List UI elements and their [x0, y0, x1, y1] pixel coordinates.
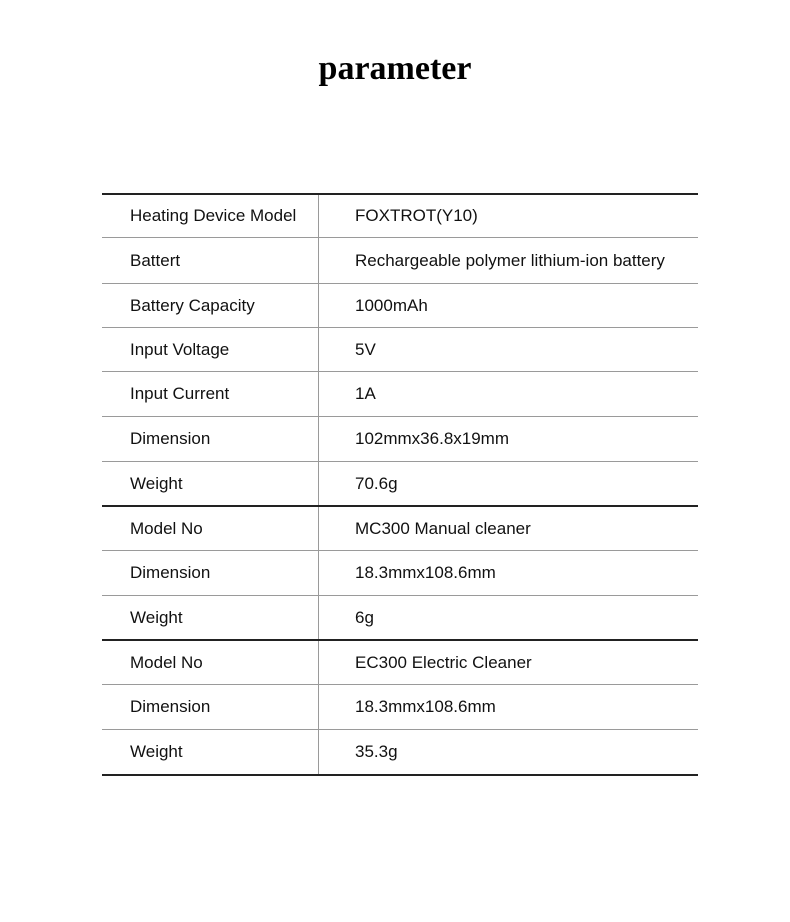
row-value: 18.3mmx108.6mm: [355, 697, 496, 716]
row-value: EC300 Electric Cleaner: [355, 652, 532, 672]
row-value: 35.3g: [355, 742, 398, 761]
table-row: [102, 238, 698, 284]
table-row: [102, 462, 698, 507]
row-value: 102mmx36.8x19mm: [355, 429, 510, 448]
row-label: Dimension: [102, 685, 319, 729]
row-label: Dimension: [102, 551, 319, 595]
table-row: [102, 551, 698, 596]
row-label: Weight: [102, 462, 319, 505]
spec-table: [102, 193, 698, 776]
table-row: [102, 596, 698, 641]
row-value: FOXTROT(Y10): [355, 206, 478, 225]
row-label: Weight: [102, 596, 319, 639]
row-value: 6g: [355, 607, 374, 627]
table-row: [102, 507, 698, 551]
table-row: [102, 195, 698, 238]
table-row: [102, 284, 698, 328]
row-value: MC300 Manual cleaner: [355, 518, 531, 538]
row-label: Model No: [102, 507, 319, 550]
row-value: 5V: [355, 339, 376, 359]
row-value: 1000mAh: [355, 295, 428, 315]
row-label: Dimension: [102, 417, 319, 461]
table-row: [102, 730, 698, 776]
row-value: 1A: [355, 384, 376, 403]
row-value: 18.3mmx108.6mm: [355, 563, 496, 582]
row-label: Heating Device Model: [102, 195, 319, 237]
row-label: Weight: [102, 730, 319, 774]
row-label: Model No: [102, 641, 319, 684]
row-value: Rechargeable polymer lithium-ion battery: [355, 250, 665, 270]
row-label: Input Current: [102, 372, 319, 416]
row-label: Battert: [102, 238, 319, 283]
table-row: [102, 417, 698, 462]
row-label: Input Voltage: [102, 328, 319, 371]
page-title: parameter: [318, 50, 472, 87]
row-value: 70.6g: [355, 473, 398, 493]
table-row: [102, 372, 698, 417]
table-row: [102, 685, 698, 730]
row-label: Battery Capacity: [102, 284, 319, 327]
table-row: [102, 328, 698, 372]
table-row: [102, 641, 698, 685]
